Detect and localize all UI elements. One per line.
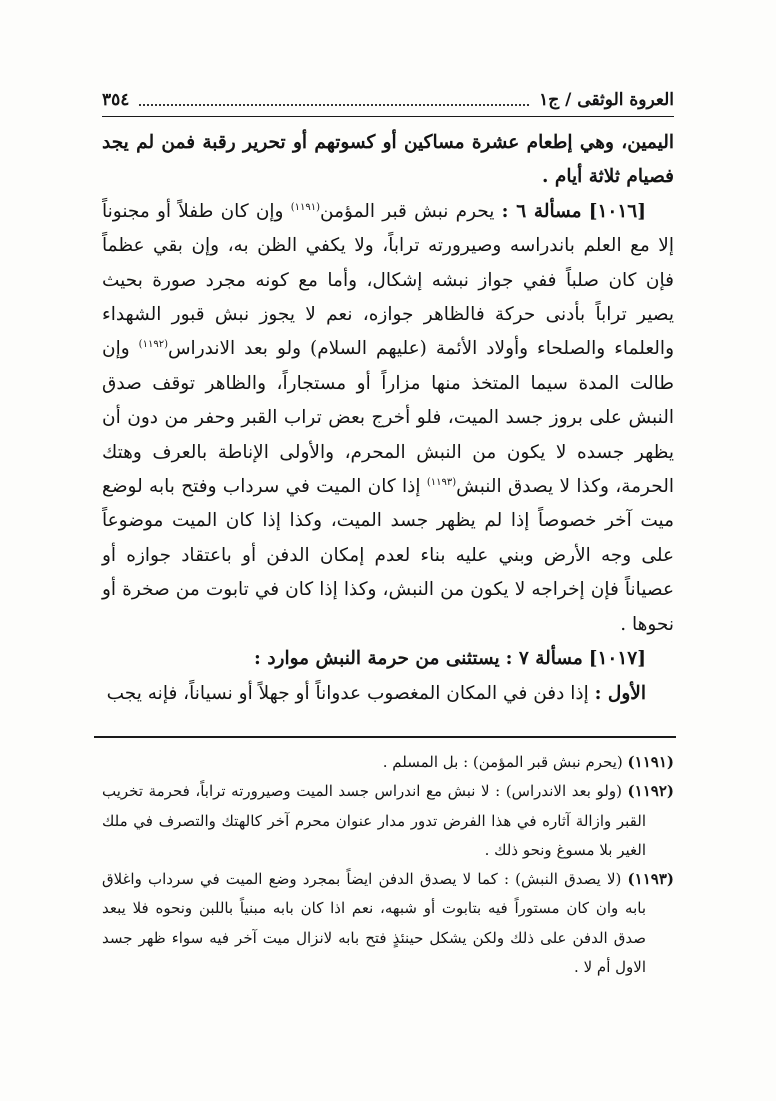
running-title: العروة الوثقى / ج١ <box>539 90 674 110</box>
paragraph-continuation: اليمين، وهي إطعام عشرة مساكين أو كسوتهم أو تحرير رقبة فمن لم يجد فصيام ثلاثة أيام . <box>102 132 674 188</box>
footnote-number: (١١٩١) <box>627 753 674 771</box>
footnote-number: (١١٩٢) <box>627 782 674 801</box>
footnote-quote: (ولو بعد الاندراس) : <box>495 782 622 801</box>
main-text <box>102 126 674 711</box>
page-number: ٣٥٤ <box>102 90 130 110</box>
footnote-ref[interactable]: (١١٩٣) <box>426 476 457 488</box>
issue-text: وإن طالت المدة سيما المتخذ منها مزاراً أو مستجاراً، والظاهر توقف صدق النبش على بروز جسد الميت، فلو أخرج بعض تراب القبر وحفر من دون أن يظهر جسده لا يكون من النبش المحرم، والأولى الإناطة بالعرف وهتك الحرمة، وكذا لا يصدق النبش <box>102 338 674 498</box>
running-header <box>102 84 674 117</box>
footnote-number: (١١٩٣) <box>627 870 674 889</box>
footnote <box>102 865 674 982</box>
issue-text: يستثنى من حرمة النبش موارد : <box>254 648 500 670</box>
issue-text: إذا كان الميت في سرداب وفتح بابه لوضع ميت آخر خصوصاً إذا لم يظهر جسد الميت، وكذا إذا كان الميت موضوعاً على وجه الأرض وبني عليه بناء لعدم إمكان الدفن أو باعتقاد جوازه أو عصياناً فإن إخراجه لا يكون من النبش، وكذا إذا كان في تابوت من صخرة أو نحوها . <box>102 476 674 635</box>
issue-number: [١٠١٧] <box>588 648 646 670</box>
case-first <box>102 677 674 711</box>
issue-1016 <box>102 195 674 642</box>
footnote <box>102 748 674 777</box>
footnotes <box>102 748 674 982</box>
footnote-separator <box>94 736 676 738</box>
issue-label: مسألة ٦ : <box>501 200 582 222</box>
case-text: إذا دفن في المكان المغصوب عدواناً أو جهلاً أو نسياناً، فإنه يجب <box>106 682 589 704</box>
header-dot-leader <box>139 94 529 106</box>
issue-text: وإن كان طفلاً أو مجنوناً إلا مع العلم باندراسه وصيرورته تراباً، ولا يكفي الظن به، وإن بقي عظماً فإن كان صلباً ففي جواز نبشه إشكال، وأما مع كونه مجرد صورة بحيث يصير تراباً بأدنى حركة فالظاهر جوازه، نعم لا يجوز نبش قبور الشهداء والعلماء والصلحاء وأولاد الأئمة (عليهم السلام) ولو بعد الاندراس <box>102 200 674 360</box>
issue-1017 <box>102 642 674 676</box>
issue-text: يحرم نبش قبر المؤمن <box>320 200 495 222</box>
footnote <box>102 777 674 865</box>
footnote-text: لا نبش مع اندراس جسد الميت وصيرورته تراباً، فحرمة تخريب القبر وازالة آثاره في هذا الفرض تدور مدار عنوان محرم آخر كالهتك والتصرف في ملك الغير بلا مسوغ ونحو ذلك . <box>102 782 646 859</box>
footnote-quote: (لا يصدق النبش) : <box>503 870 622 889</box>
footnote-ref[interactable]: (١١٩١) <box>290 201 321 213</box>
issue-label: مسألة ٧ : <box>505 648 583 670</box>
footnote-text: كما لا يصدق الدفن ايضاً بمجرد وضع الميت في سرداب واغلاق بابه وان كان مستوراً فيه بتابوت أو شبهه، نعم اذا كان بابه مبنياً باللبن ونحوه فلا يبعد صدق الدفن على ذلك ولكن يشكل حينئذٍ فتح بابه لانزال ميت آخر فيه سواء ظهر جسد الاول أم لا . <box>102 870 646 977</box>
issue-number: [١٠١٦] <box>588 200 647 222</box>
footnote-text: بل المسلم . <box>382 753 459 771</box>
footnote-ref[interactable]: (١١٩٢) <box>138 339 168 351</box>
footnote-quote: (يحرم نبش قبر المؤمن) : <box>463 753 623 771</box>
case-label: الأول : <box>594 682 646 704</box>
